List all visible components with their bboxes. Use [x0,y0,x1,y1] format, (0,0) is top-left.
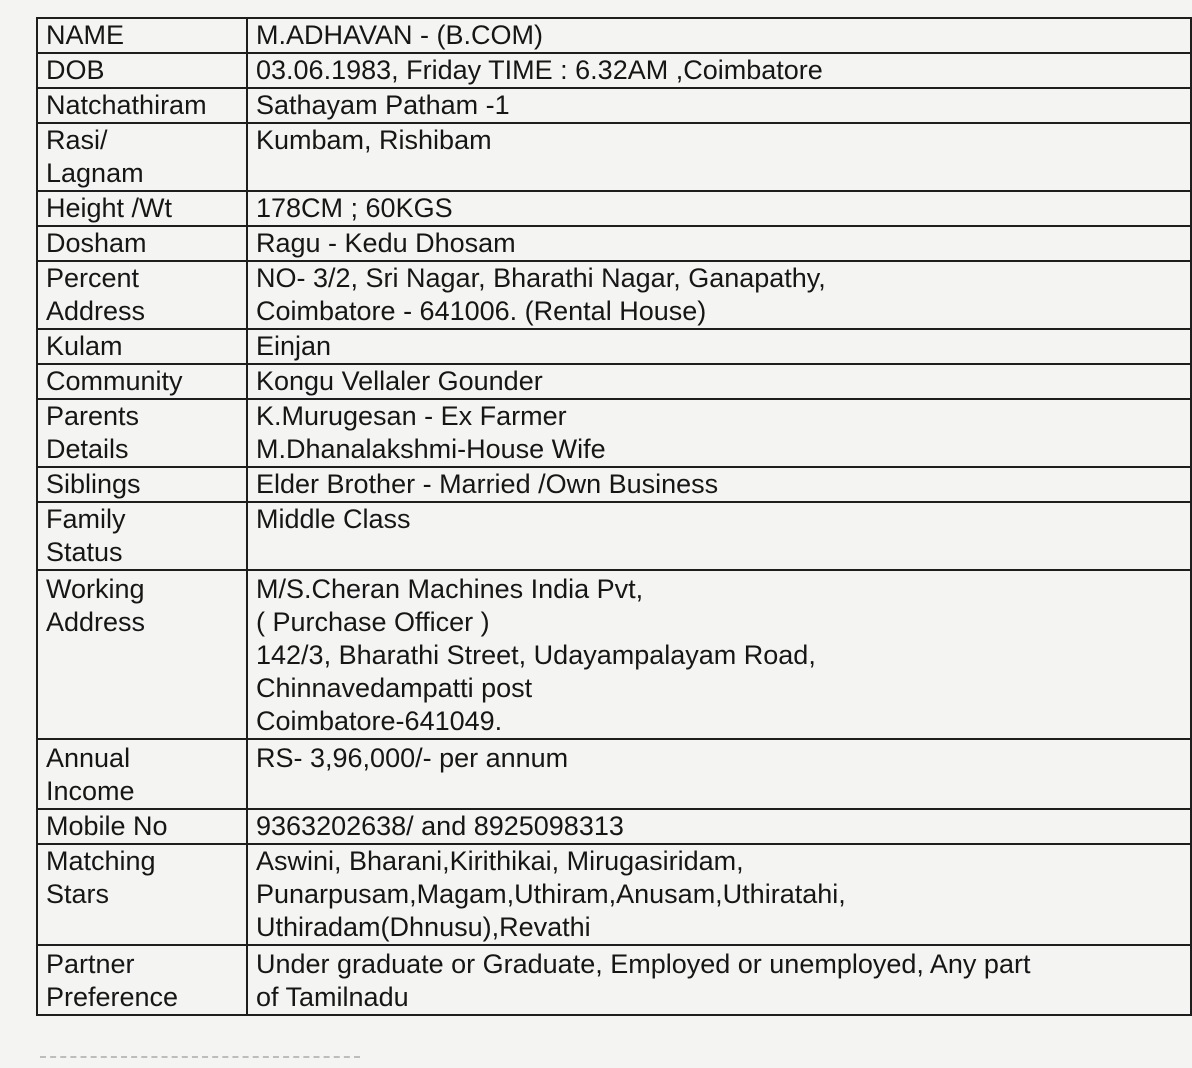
label-annual-income: Annual Income [37,739,247,809]
value-name: M.ADHAVAN - (B.COM) [247,18,1191,53]
value-working-address: M/S.Cheran Machines India Pvt, ( Purchase Officer ) 142/3, Bharathi Street, Udayampalayam Road, Chinnavedampatti post Coimbatore-641049. [247,570,1191,739]
row-dosham [37,226,1191,261]
value-percent-address: NO- 3/2, Sri Nagar, Bharathi Nagar, Ganapathy, Coimbatore - 641006. (Rental House) [247,261,1191,329]
row-annual-income [37,739,1191,809]
label-name: NAME [37,18,247,53]
label-partner-preference: Partner Preference [37,945,247,1015]
row-siblings [37,467,1191,502]
label-dob: DOB [37,53,247,88]
row-rasi-lagnam [37,123,1191,191]
row-kulam [37,329,1191,364]
value-annual-income: RS- 3,96,000/- per annum [247,739,1191,809]
value-parents-details: K.Murugesan - Ex Farmer M.Dhanalakshmi-House Wife [247,399,1191,467]
row-mobile-no [37,809,1191,844]
row-partner-preference [37,945,1191,1015]
row-name [37,18,1191,53]
value-mobile-no: 9363202638/ and 8925098313 [247,809,1191,844]
row-matching-stars [37,844,1191,945]
label-community: Community [37,364,247,399]
row-percent-address [37,261,1191,329]
label-mobile-no: Mobile No [37,809,247,844]
value-family-status: Middle Class [247,502,1191,570]
value-community: Kongu Vellaler Gounder [247,364,1191,399]
row-working-address [37,570,1191,739]
row-family-status [37,502,1191,570]
row-height-weight [37,191,1191,226]
value-height-weight: 178CM ; 60KGS [247,191,1191,226]
label-dosham: Dosham [37,226,247,261]
label-height-weight: Height /Wt [37,191,247,226]
value-siblings: Elder Brother - Married /Own Business [247,467,1191,502]
value-kulam: Einjan [247,329,1191,364]
label-matching-stars: Matching Stars [37,844,247,945]
label-kulam: Kulam [37,329,247,364]
value-dob: 03.06.1983, Friday TIME : 6.32AM ,Coimbatore [247,53,1191,88]
row-parents-details [37,399,1191,467]
label-working-address: Working Address [37,570,247,739]
label-rasi-lagnam: Rasi/ Lagnam [37,123,247,191]
value-dosham: Ragu - Kedu Dhosam [247,226,1191,261]
row-community [37,364,1191,399]
value-matching-stars: Aswini, Bharani,Kirithikai, Mirugasiridam, Punarpusam,Magam,Uthiram,Anusam,Uthiratahi, Uthiradam(Dhnusu),Revathi [247,844,1191,945]
label-family-status: Family Status [37,502,247,570]
value-rasi-lagnam: Kumbam, Rishibam [247,123,1191,191]
label-percent-address: Percent Address [37,261,247,329]
paper-smudge [40,1052,360,1058]
value-natchathiram: Sathayam Patham -1 [247,88,1191,123]
value-partner-preference: Under graduate or Graduate, Employed or unemployed, Any part of Tamilnadu [247,945,1191,1015]
row-natchathiram [37,88,1191,123]
label-siblings: Siblings [37,467,247,502]
label-natchathiram: Natchathiram [37,88,247,123]
biodata-table [36,17,1192,1016]
label-parents-details: Parents Details [37,399,247,467]
row-dob [37,53,1191,88]
